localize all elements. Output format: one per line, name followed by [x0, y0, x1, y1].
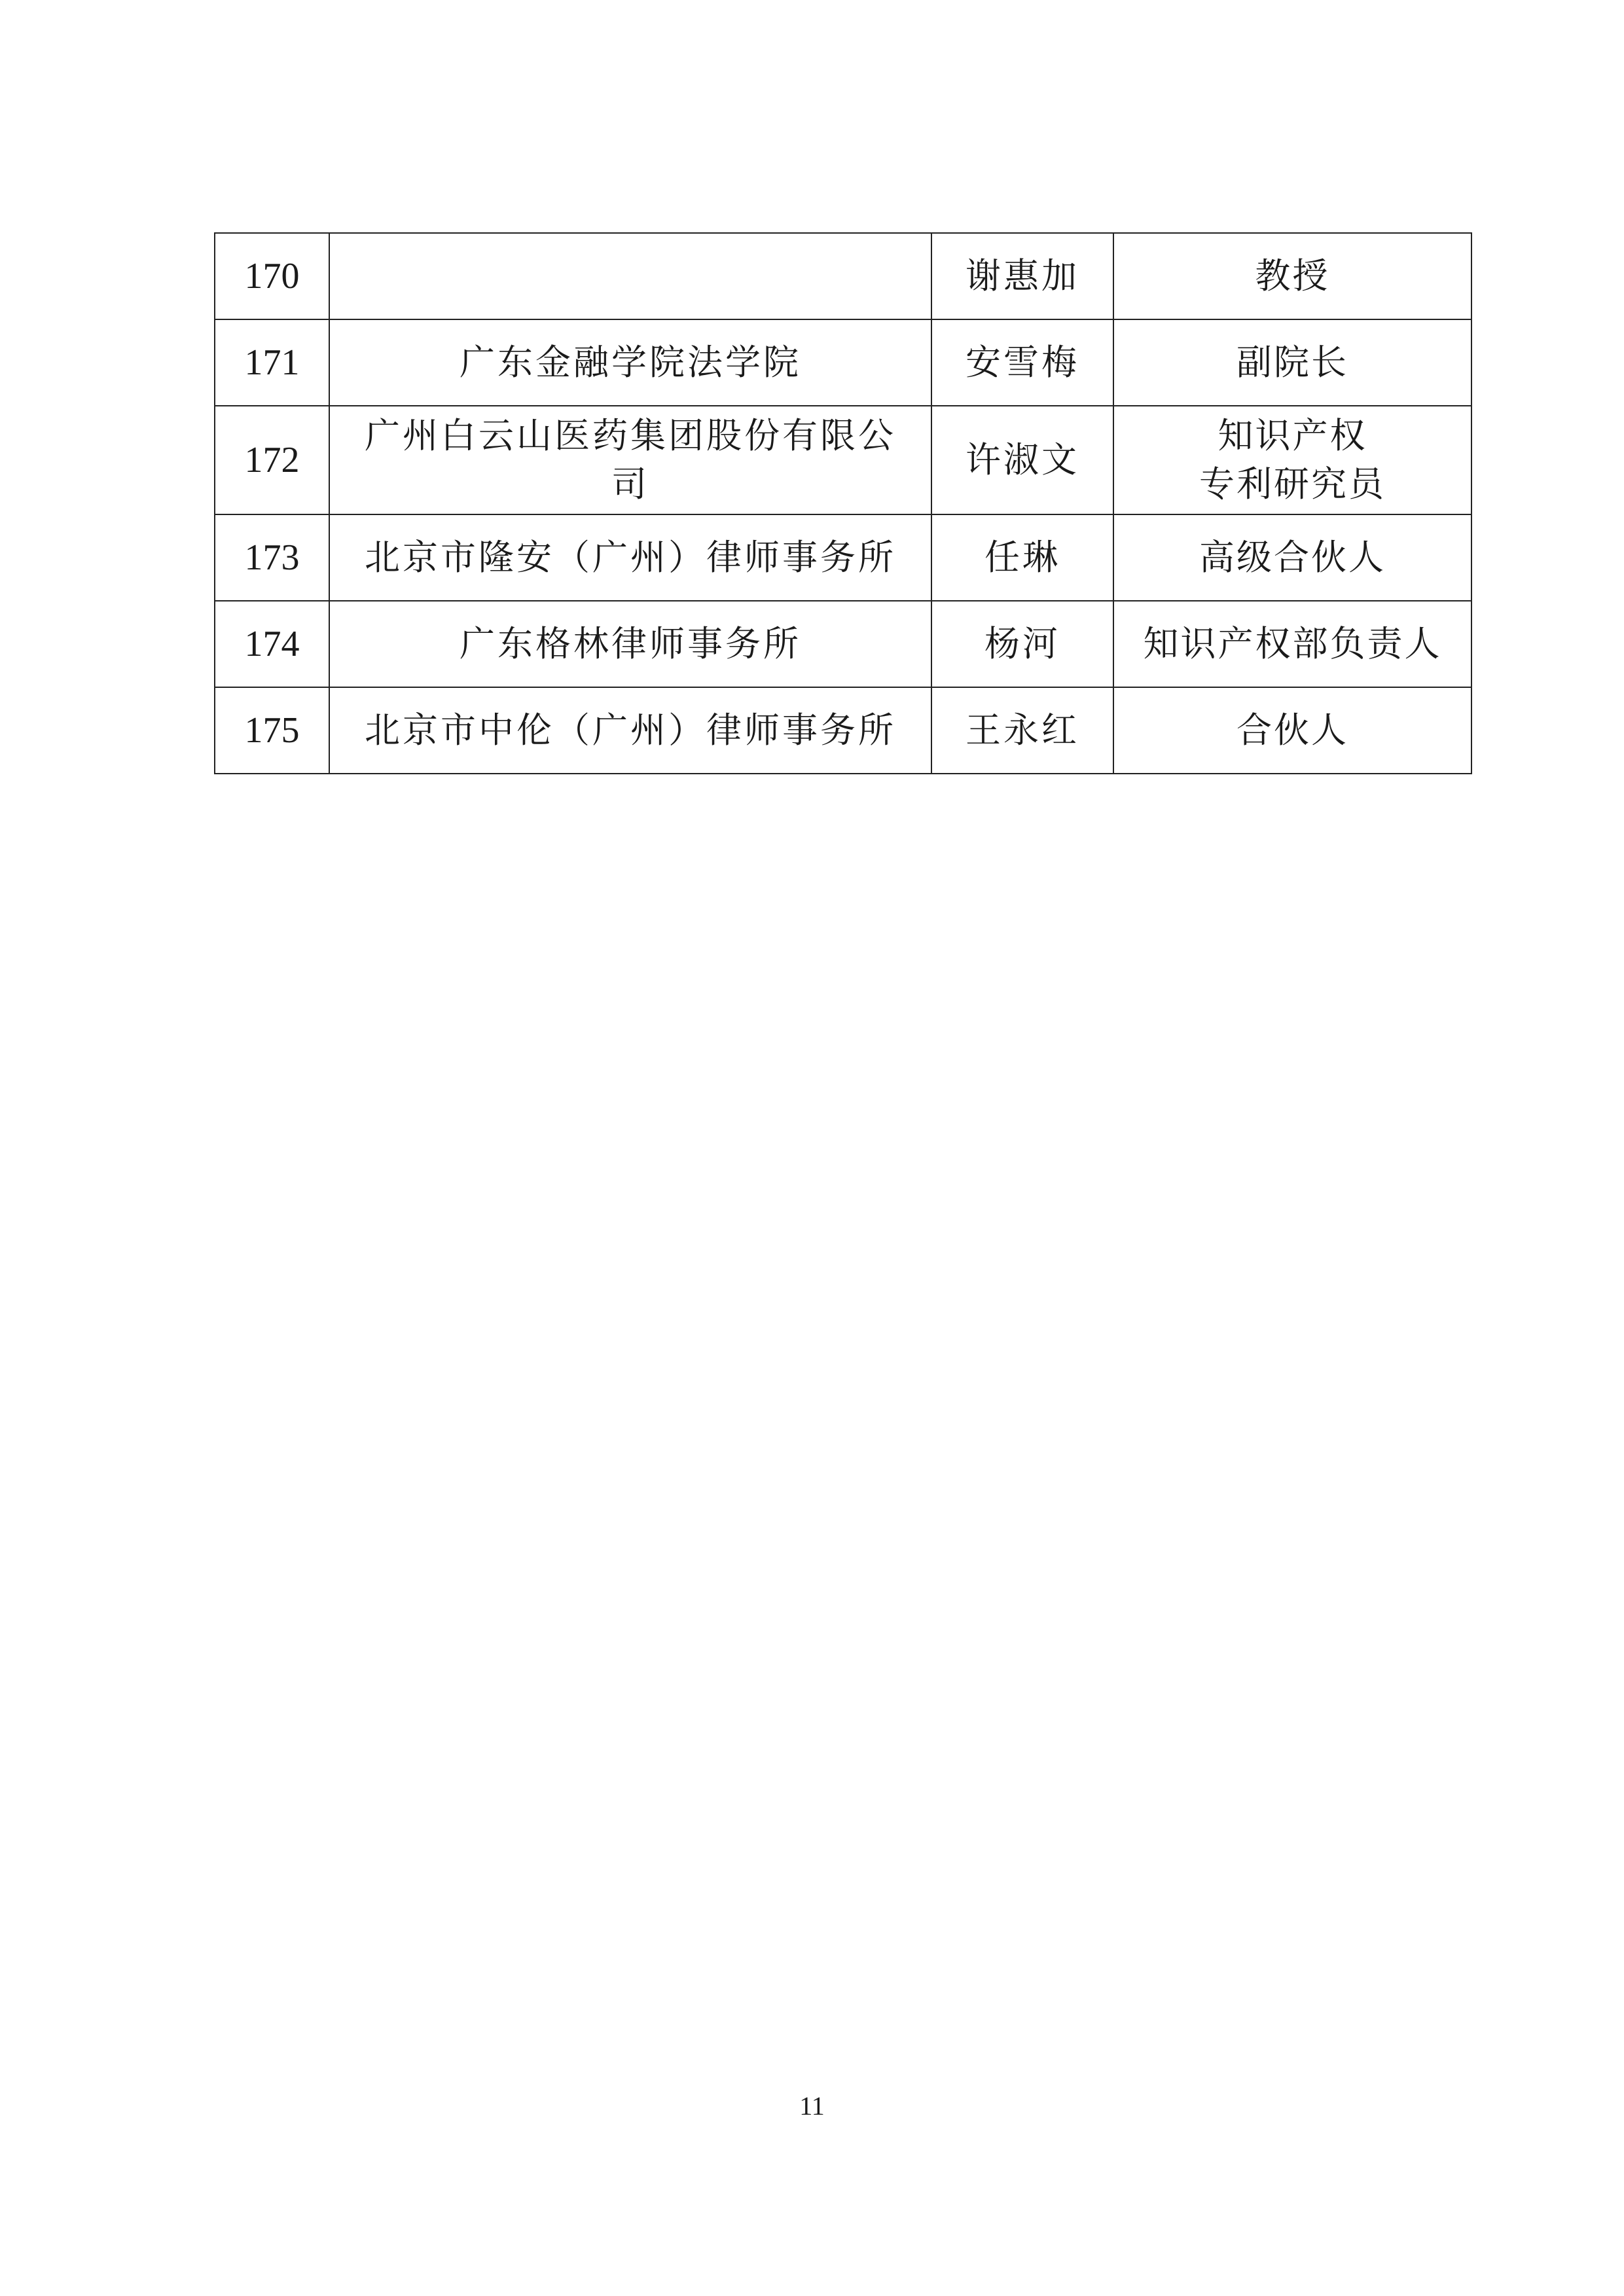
row-number: 174: [215, 601, 329, 687]
row-number: 173: [215, 514, 329, 601]
name-cell: 许淑文: [931, 406, 1113, 514]
title-cell: [1113, 687, 1471, 774]
table-row: [215, 687, 1471, 774]
title-line: 合伙人: [1236, 709, 1348, 751]
title-line: 教授: [1255, 255, 1330, 296]
title-cell: [1113, 601, 1471, 687]
row-number: 172: [215, 406, 329, 514]
title-cell: [1113, 319, 1471, 406]
organization-line: 司: [611, 463, 649, 505]
table-row: [215, 233, 1471, 319]
name-cell: 任琳: [931, 514, 1113, 601]
name-cell: 谢惠加: [931, 233, 1113, 319]
organization-cell: [329, 233, 931, 319]
name-cell: 王永红: [931, 687, 1113, 774]
title-line: 副院长: [1236, 342, 1348, 383]
row-number: 171: [215, 319, 329, 406]
organization-cell: 北京市中伦（广州）律师事务所: [329, 687, 931, 774]
title-cell: [1113, 406, 1471, 514]
name-cell: 杨河: [931, 601, 1113, 687]
table-row: [215, 319, 1471, 406]
row-number: 175: [215, 687, 329, 774]
title-line: 专利研究员: [1199, 463, 1386, 505]
name-cell: 安雪梅: [931, 319, 1113, 406]
table-row: [215, 406, 1471, 514]
table-row: [215, 601, 1471, 687]
row-number: 170: [215, 233, 329, 319]
organization-line: 广州白云山医药集团股份有限公: [365, 415, 896, 456]
organization-cell: 广东格林律师事务所: [329, 601, 931, 687]
organization-cell: 广东金融学院法学院: [329, 319, 931, 406]
table-row: [215, 514, 1471, 601]
title-line: 知识产权: [1218, 415, 1367, 456]
title-line: 高级合伙人: [1199, 537, 1386, 578]
page-number: 11: [799, 2091, 825, 2121]
member-table: [214, 232, 1472, 774]
organization-cell: [329, 406, 931, 514]
organization-cell: 北京市隆安（广州）律师事务所: [329, 514, 931, 601]
title-cell: [1113, 514, 1471, 601]
title-line: 知识产权部负责人: [1143, 623, 1442, 664]
title-cell: [1113, 233, 1471, 319]
